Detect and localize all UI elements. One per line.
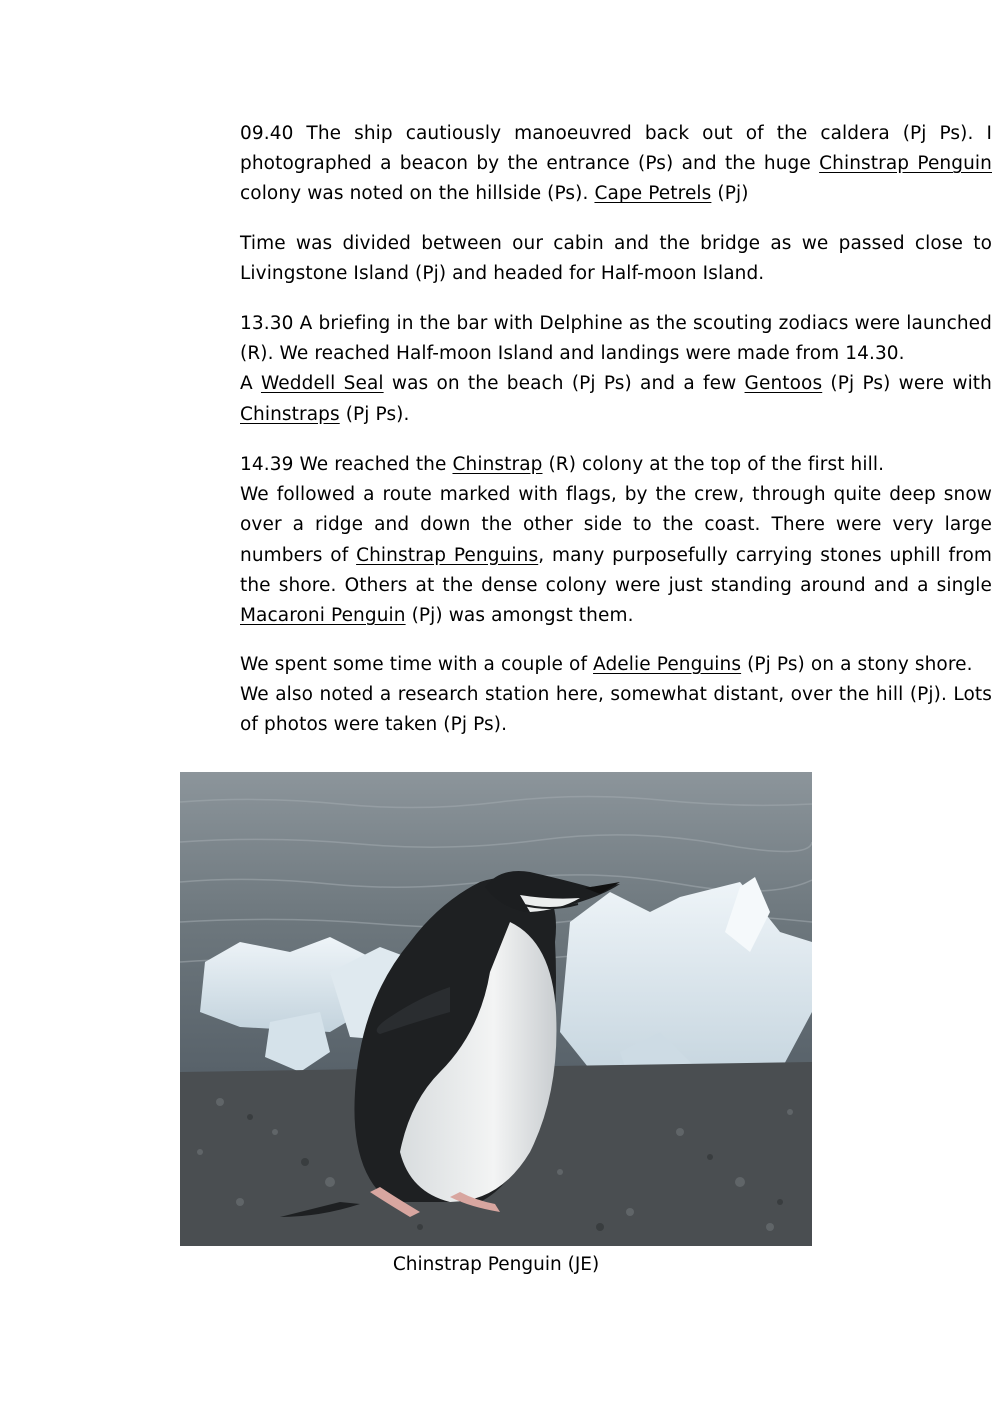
- text-run: (Pj Ps) on a stony shore.: [741, 654, 973, 675]
- paragraph-1439: [240, 450, 992, 631]
- species-name: Cape Petrels: [594, 183, 712, 205]
- species-name: Weddell Seal: [260, 373, 384, 395]
- text-run: was on the beach (Pj Ps) and a few: [383, 373, 745, 395]
- text-run: We followed a route marked with flags, by the crew, through quite deep snow over a ridge and down the other side to the coast. There were very large numbers of: [240, 484, 992, 566]
- paragraph-adelie: [240, 650, 992, 741]
- text-run: 13.30 A briefing in the bar with Delphine as the scouting zodiacs were launched (R). We reached Half-moon Island and landings were made from 14.30.: [240, 313, 992, 365]
- text-run: (Pj): [711, 183, 749, 205]
- species-name: Chinstraps: [240, 403, 340, 425]
- paragraph-cabin-bridge: [240, 229, 992, 289]
- text-run: 14.39 We reached the: [240, 454, 453, 475]
- text-run: (Pj Ps) were with: [822, 373, 992, 395]
- species-name: Gentoos: [744, 373, 823, 395]
- text-run: (Pj) was amongst them.: [405, 605, 634, 627]
- text-run: Time was divided between our cabin and the bridge as we passed close to Livingstone Island (Pj) and headed for Half-moon Island.: [240, 233, 992, 285]
- text-run: (Pj Ps).: [339, 403, 410, 425]
- text-run: (R) colony at the top of the first hill.: [542, 454, 885, 475]
- text-run: We spent some time with a couple of: [240, 654, 594, 675]
- species-name: Macaroni Penguin: [240, 605, 406, 627]
- paragraph-1330: [240, 309, 992, 430]
- text-run: , many purposefully carrying stones uphill from the shore. Others at the dense colony were just standing around and a single: [240, 544, 992, 596]
- penguin-photo-illustration: [180, 772, 812, 1246]
- text-run: 09.40 The ship cautiously manoeuvred back out of the caldera (Pj Ps). I photographed a beacon by the entrance (Ps) and the huge: [240, 123, 992, 175]
- text-run: colony was noted on the hillside (Ps).: [240, 183, 595, 205]
- species-name: Chinstrap Penguins: [356, 544, 539, 566]
- species-name: Adelie Penguins: [593, 654, 742, 675]
- paragraph-0940: [240, 119, 992, 210]
- penguin-photo: [180, 772, 812, 1246]
- species-name: Chinstrap Penguin: [819, 153, 992, 175]
- text-run: We also noted a research station here, somewhat distant, over the hill (Pj). Lots of photos were taken (Pj Ps).: [240, 684, 992, 736]
- species-name: Chinstrap: [452, 454, 543, 475]
- photo-caption: Chinstrap Penguin (JE): [392, 1254, 600, 1275]
- text-run: A: [240, 373, 261, 395]
